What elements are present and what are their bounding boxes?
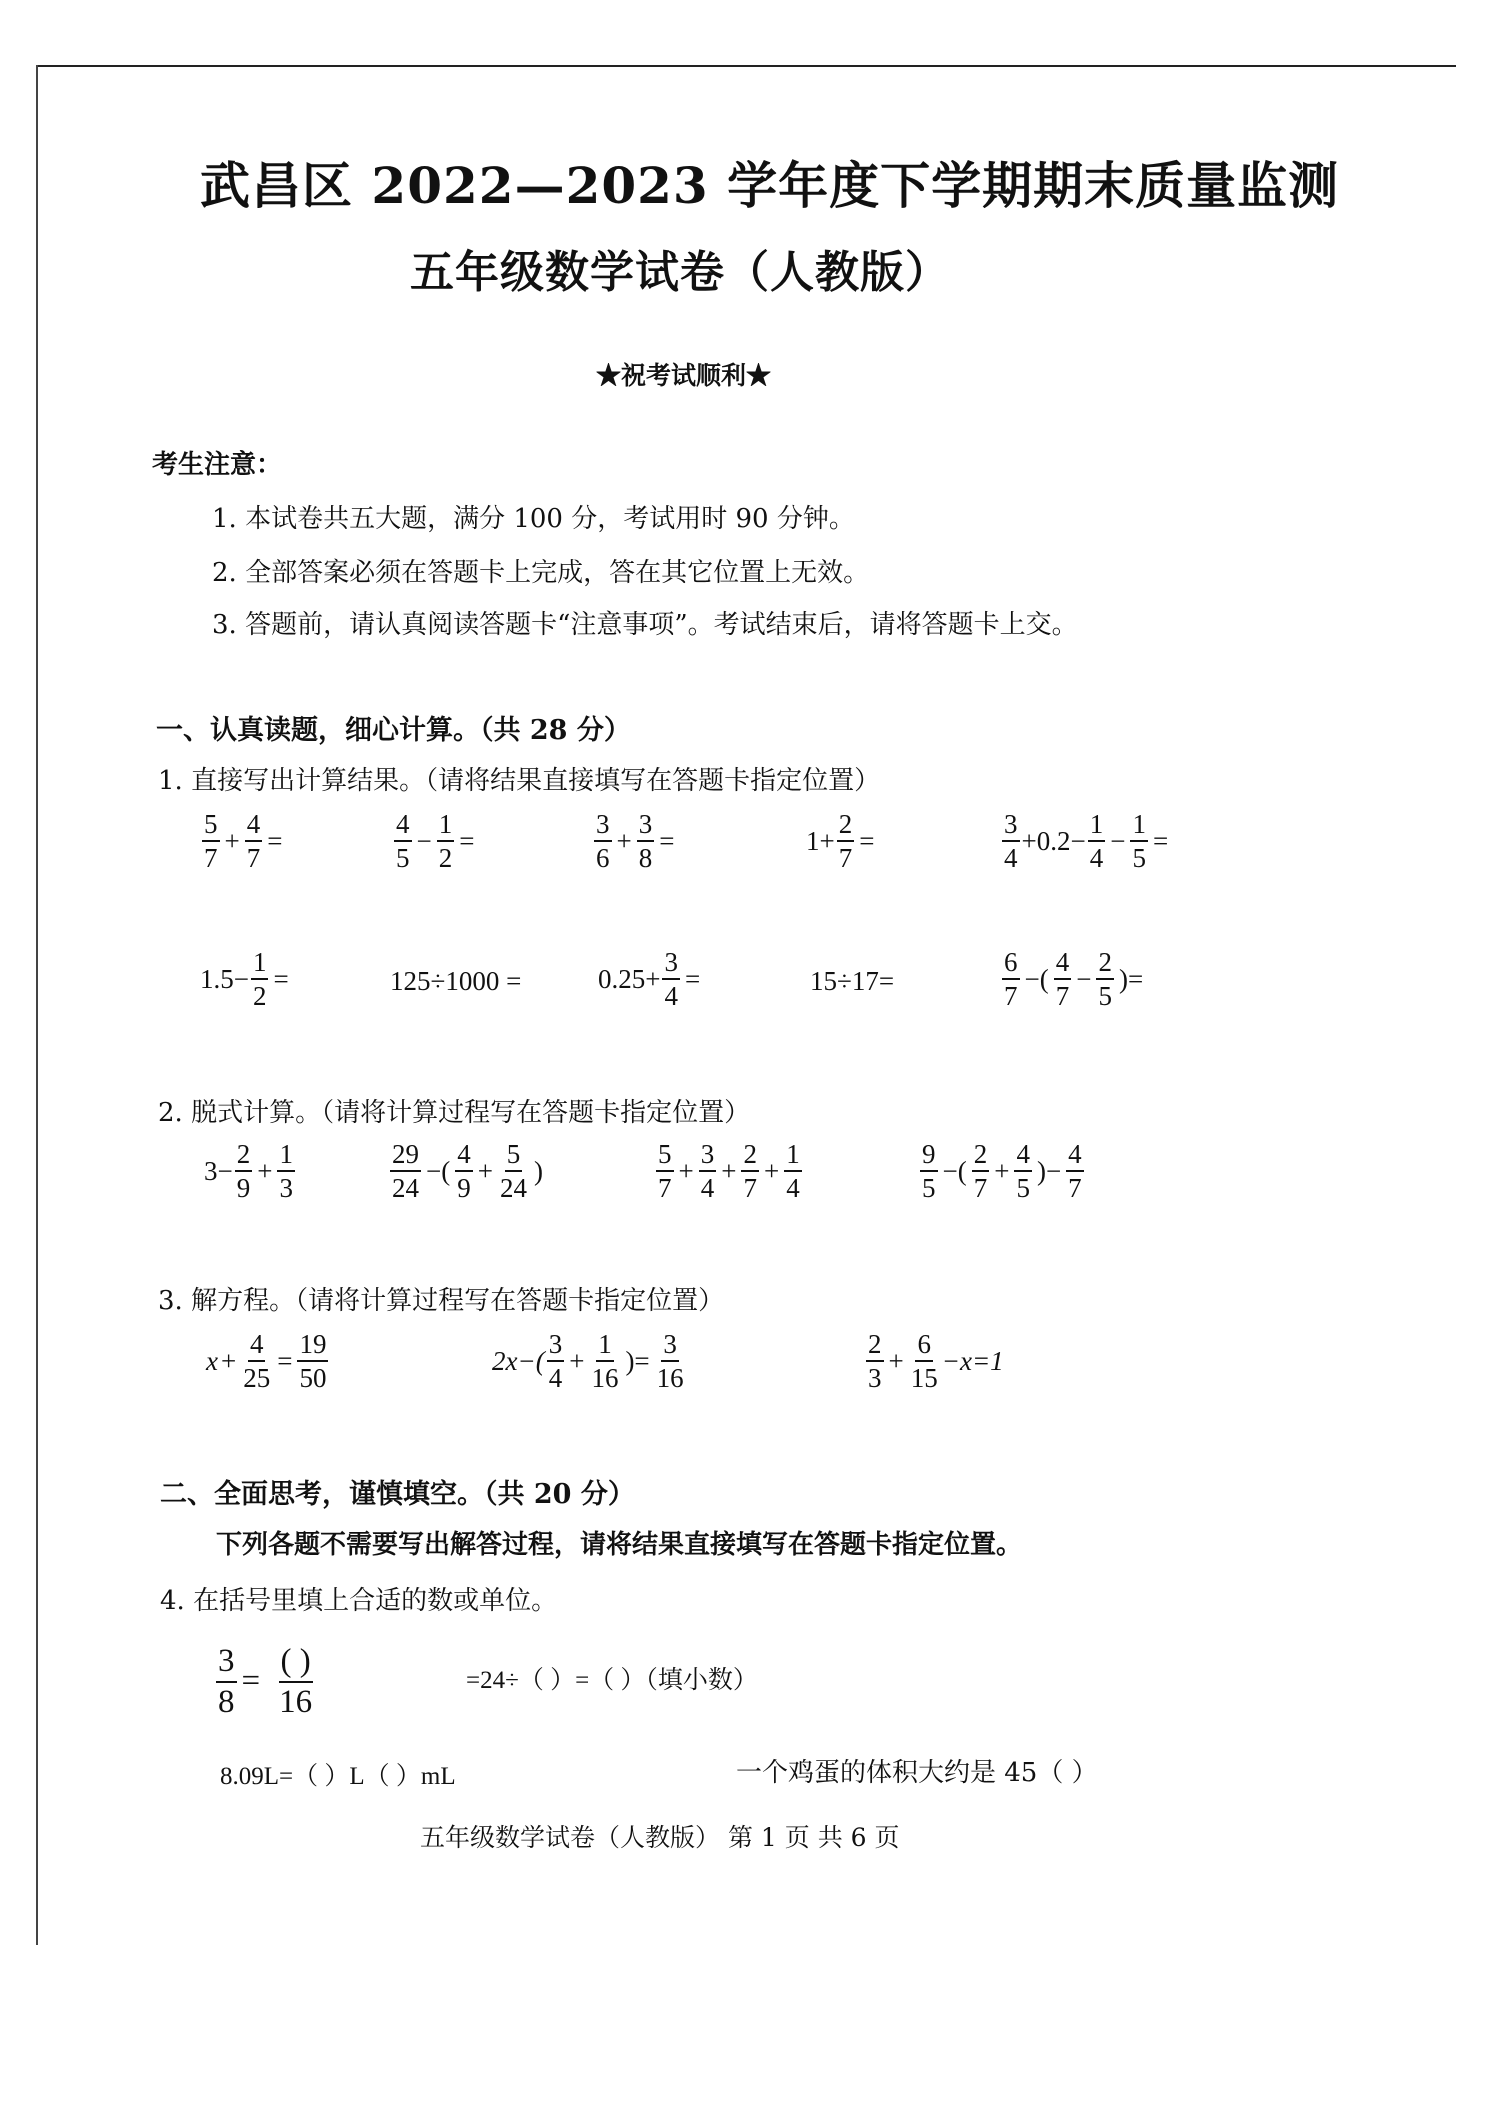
question-3-prompt: 3. 解方程。（请将计算过程写在答题卡指定位置） — [158, 1286, 725, 1316]
notice-item-3: 3. 答题前，请认真阅读答题卡“注意事项”。考试结束后，请将答题卡上交。 — [212, 610, 1078, 640]
section-2-heading: 二、全面思考，谨慎填空。（共 20 分） — [160, 1479, 635, 1510]
question-1-prompt: 1. 直接写出计算结果。（请将结果直接填写在答题卡指定位置） — [158, 766, 881, 796]
q3-equation-3: $\frac{2}{3}$ + $\frac{6}{15}$ −x=1 — [868, 1329, 1004, 1394]
q1-item-4: 1+ $\frac{2}{7}$ = — [806, 809, 875, 874]
q1-item-8: 0.25+ $\frac{3}{4}$ = — [598, 947, 701, 1012]
q4-fill-1-rest: =24÷（ ）=（ ）（填小数） — [466, 1667, 758, 1694]
question-4-prompt: 4. 在括号里填上合适的数或单位。 — [160, 1586, 558, 1616]
q1-item-5: $\frac{3}{4}$ +0.2− $\frac{1}{4}$ − $\frac{1}{5}$ = — [1004, 809, 1169, 874]
section-2-instruction: 下列各题不需要写出解答过程，请将结果直接填写在答题卡指定位置。 — [216, 1530, 1023, 1560]
section-1-heading: 一、认真读题，细心计算。（共 28 分） — [156, 715, 631, 746]
q4-fill-1: $\frac{3}{8}$ = $\frac{( )}{16}$ — [218, 1643, 313, 1720]
q3-equation-2: 2x−( $\frac{3}{4}$ + $\frac{1}{16}$ )= $\frac{3}{16}$ — [492, 1329, 684, 1394]
notice-item-1: 1. 本试卷共五大题，满分 100 分，考试用时 90 分钟。 — [212, 504, 855, 534]
q4-fill-2: 8.09L=（ ）L（ ）mL — [220, 1763, 456, 1790]
q2-item-1: 3− $\frac{2}{9}$ + $\frac{1}{3}$ — [204, 1139, 293, 1204]
q3-equation-1: x + $\frac{4}{25}$ = $\frac{19}{50}$ — [206, 1329, 327, 1394]
q4-fill-3: 一个鸡蛋的体积大约是 45（ ） — [736, 1758, 1098, 1788]
q2-item-4: $\frac{9}{5}$ −( $\frac{2}{7}$ + $\frac{4}{5}$ )− $\frac{4}{7}$ — [922, 1139, 1082, 1204]
exam-title: 武昌区 2022—2023 学年度下学期期末质量监测 — [200, 156, 1340, 215]
q2-item-1-lead: 3− — [204, 1155, 233, 1186]
q1-item-9: 15÷17= — [810, 966, 895, 996]
q1-item-8-lead: 0.25+ — [598, 963, 661, 994]
page-footer: 五年级数学试卷（人教版） 第 1 页 共 6 页 — [420, 1823, 900, 1852]
q1-item-4-lead: 1+ — [806, 825, 835, 856]
q1-item-6: 1.5− $\frac{1}{2}$ = — [200, 947, 289, 1012]
q1-item-6-lead: 1.5− — [200, 963, 249, 994]
q1-item-3: $\frac{3}{6}$ + $\frac{3}{8}$ = — [596, 809, 675, 874]
q1-item-5-mid: +0.2− — [1021, 825, 1086, 856]
question-2-prompt: 2. 脱式计算。（请将计算过程写在答题卡指定位置） — [158, 1098, 751, 1128]
notice-heading: 考生注意： — [152, 450, 283, 480]
q2-item-2: $\frac{29}{24}$ −( $\frac{4}{9}$ + $\frac{5}{24}$ ) — [392, 1139, 543, 1204]
notice-item-2: 2. 全部答案必须在答题卡上完成，答在其它位置上无效。 — [212, 558, 870, 588]
good-luck-banner: ★祝考试顺利★ — [596, 361, 772, 390]
q3-eq3-tail: −x=1 — [941, 1345, 1004, 1376]
q1-item-7: 125÷1000 = — [390, 966, 522, 996]
left-border-line — [36, 65, 38, 1945]
top-border-line — [36, 65, 1456, 67]
q1-item-2: $\frac{4}{5}$ − $\frac{1}{2}$ = — [396, 809, 475, 874]
q1-item-10: $\frac{6}{7}$ −( $\frac{4}{7}$ − $\frac{2}{5}$ )= — [1004, 947, 1144, 1012]
q3-eq1-variable: x — [206, 1345, 218, 1376]
q1-item-1: $\frac{5}{7}$ + $\frac{4}{7}$ = — [204, 809, 283, 874]
q4-fill-1-blank-paren: ( ) — [279, 1644, 313, 1683]
q3-eq2-lead: 2x−( — [492, 1345, 545, 1376]
q2-item-3: $\frac{5}{7}$ + $\frac{3}{4}$ + $\frac{2}{7}$ + $\frac{1}{4}$ — [658, 1139, 800, 1204]
exam-subtitle: 五年级数学试卷（人教版） — [410, 247, 950, 298]
q4-fill-1-denominator: 16 — [279, 1683, 313, 1720]
